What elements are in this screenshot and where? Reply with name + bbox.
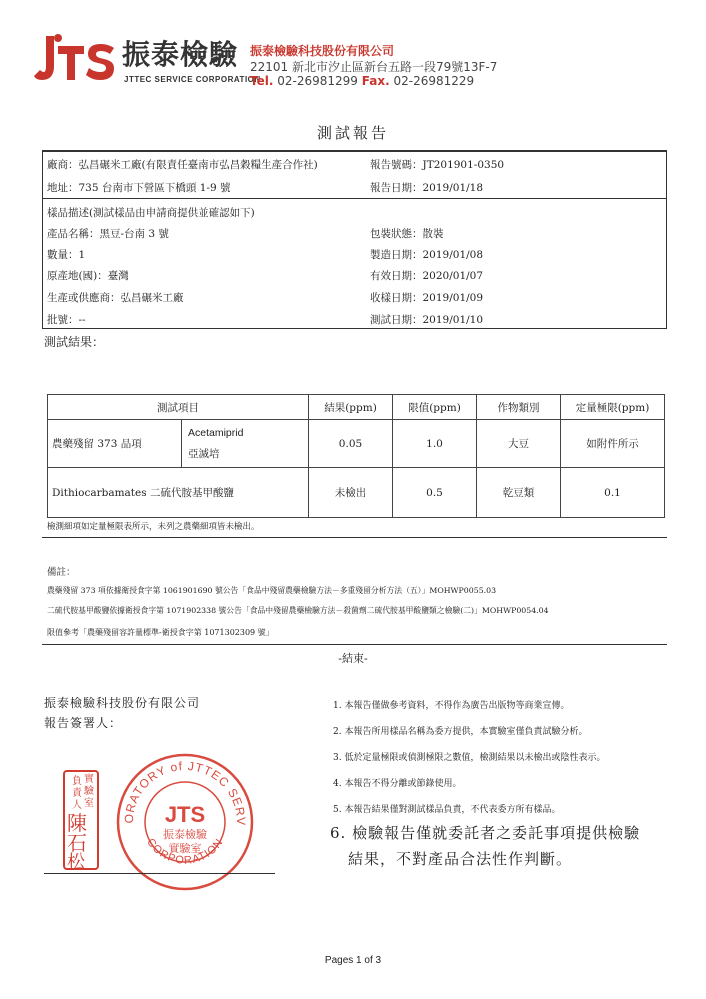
- fax-number: 02-26981229: [393, 74, 475, 88]
- svg-text:振泰檢驗: 振泰檢驗: [163, 828, 207, 841]
- client-factory: 廠商：弘昌碾米工廠(有限責任臺南市弘昌穀糧生產合作社): [47, 159, 318, 171]
- column-header: 結果(ppm): [309, 395, 393, 420]
- fax-label: Fax.: [361, 74, 390, 88]
- cell-result: 0.05: [309, 420, 393, 468]
- company-logo: [34, 32, 120, 88]
- svg-text:石: 石: [67, 831, 87, 855]
- cell-crop: 乾豆類: [477, 468, 561, 518]
- report-date: 報告日期：2019/01/18: [370, 182, 484, 194]
- divider: [666, 150, 667, 329]
- disclaimer-item-6-cont: 結果，不對產品合法性作判斷。: [348, 850, 573, 868]
- cell-limit: 0.5: [393, 468, 477, 518]
- tel-label: Tel.: [250, 74, 274, 88]
- table-header-row: [48, 395, 665, 420]
- sample-field: 製造日期：2019/01/08: [370, 249, 484, 261]
- sample-field: 測試日期：2019/01/10: [370, 314, 484, 326]
- brand-name-en: JTTEC SERVICE CORPORATION: [124, 75, 261, 84]
- sample-field: 產品名稱：黑豆-台南 3 號: [47, 228, 169, 240]
- disclaimer-item-6: 6. 檢驗報告僅就委託者之委託事項提供檢驗: [330, 824, 641, 842]
- sample-field: 收樣日期：2019/01/09: [370, 292, 484, 304]
- cell-subitem: [182, 420, 309, 468]
- company-address: 22101 新北市汐止區新台五路一段79號13F-7: [250, 60, 498, 74]
- disclaimer-item: 5. 本報告結果僅對測試樣品負責，不代表委方所有樣品。: [333, 805, 561, 815]
- column-header: 作物類別: [477, 395, 561, 420]
- laboratory-seal: [115, 752, 255, 892]
- disclaimer-item: 4. 本報告不得分離或節錄使用。: [333, 779, 462, 789]
- cell-crop: 大豆: [477, 420, 561, 468]
- sample-field: 包裝狀態：散裝: [370, 228, 444, 240]
- cell-loq: 如附件所示: [561, 420, 665, 468]
- svg-text:人: 人: [72, 800, 82, 811]
- sample-description: 樣品描述(測試樣品由申請商提供並確認如下): [47, 207, 255, 219]
- company-name: 振泰檢驗科技股份有限公司: [250, 44, 395, 58]
- divider: [42, 150, 43, 329]
- cell-limit: 1.0: [393, 420, 477, 468]
- results-label: 測試結果：: [44, 335, 105, 349]
- column-header: 定量極限(ppm): [561, 395, 665, 420]
- table-note: 檢測細項如定量極限表所示，未列之農藥細項皆未檢出。: [47, 522, 260, 532]
- remark-line: 二硫代胺基甲酸鹽依據衛授食字第 1071902338 號公告「食品中殘留農藥檢驗方法－殺菌劑二硫代胺基甲酸鹽類之檢驗(二)」MOHWP0054.04: [47, 606, 549, 615]
- analyte-cn: 亞滅培: [188, 447, 220, 460]
- divider: [42, 150, 667, 152]
- svg-text:松: 松: [67, 852, 85, 870]
- cell-result: 未檢出: [309, 468, 393, 518]
- svg-text:LABORATORY of JTTEC SERVICE: ORATORY of JTTEC SERV: [121, 759, 249, 827]
- client-address: 地址：735 台南市下營區下橋頭 1-9 號: [47, 182, 231, 194]
- table-row: [48, 420, 665, 468]
- divider: [42, 328, 667, 329]
- sample-field: 批號：--: [47, 314, 86, 326]
- sample-field: 生產或供應商：弘昌碾米工廠: [47, 292, 184, 304]
- disclaimer-item: 1. 本報告僅做參考資料，不得作為廣告出版物等商業宣傳。: [333, 701, 570, 711]
- divider: [42, 537, 667, 538]
- results-table: [47, 394, 665, 518]
- svg-text:陳: 陳: [67, 811, 87, 835]
- signature-line: [44, 873, 275, 874]
- svg-text:責: 責: [72, 788, 82, 799]
- end-mark: -結束-: [338, 652, 368, 665]
- column-header: 限值(ppm): [393, 395, 477, 420]
- analyte-en: Acetamiprid: [188, 426, 244, 439]
- table-row: [48, 468, 665, 518]
- remark-line: 限值參考「農藥殘留容許量標準-衛授食字第 1071302309 號」: [47, 628, 274, 637]
- svg-text:室: 室: [84, 798, 94, 809]
- tel-number: 02-26981299: [277, 74, 358, 88]
- company-contact: [250, 74, 474, 88]
- disclaimer-item: 3. 低於定量極限或偵測極限之數值，檢測結果以未檢出或陰性表示。: [333, 753, 606, 763]
- sample-field: 有效日期：2020/01/07: [370, 270, 484, 282]
- disclaimer-item: 2. 本報告所用樣品名稱為委方提供，本實驗室僅負責試驗分析。: [333, 727, 588, 737]
- sample-field: 數量：1: [47, 249, 86, 261]
- svg-text:CORPORATION: CORPORATION: [144, 836, 226, 867]
- remarks-title: 備註：: [47, 567, 76, 578]
- signer-seal: [63, 770, 99, 870]
- svg-text:實驗室: 實驗室: [168, 842, 202, 855]
- signer-label: 報告簽署人：: [44, 716, 123, 730]
- svg-text:實: 實: [84, 774, 94, 785]
- divider: [42, 198, 667, 199]
- cell-loq: 0.1: [561, 468, 665, 518]
- report-number: 報告號碼：JT201901-0350: [370, 159, 505, 171]
- cell-item: 農藥殘留 373 品項: [48, 420, 182, 468]
- report-title: 測試報告: [316, 124, 389, 142]
- cell-item: Dithiocarbamates 二硫代胺基甲酸鹽: [48, 468, 309, 518]
- page-number: Pages 1 of 3: [324, 955, 382, 966]
- signer-company: 振泰檢驗科技股份有限公司: [44, 696, 201, 710]
- svg-text:負: 負: [72, 776, 82, 787]
- brand-name-cn: 振泰檢驗: [122, 38, 239, 71]
- divider: [42, 644, 667, 645]
- remark-line: 農藥殘留 373 項依據衛授食字第 1061901690 號公告「食品中殘留農藥檢驗方法－多重殘留分析方法（五）」MOHWP0055.03: [47, 586, 497, 595]
- column-header: 測試項目: [48, 395, 309, 420]
- svg-text:JTS: JTS: [164, 802, 206, 827]
- svg-text:驗: 驗: [84, 786, 94, 797]
- sample-field: 原產地(國)：臺灣: [47, 270, 129, 282]
